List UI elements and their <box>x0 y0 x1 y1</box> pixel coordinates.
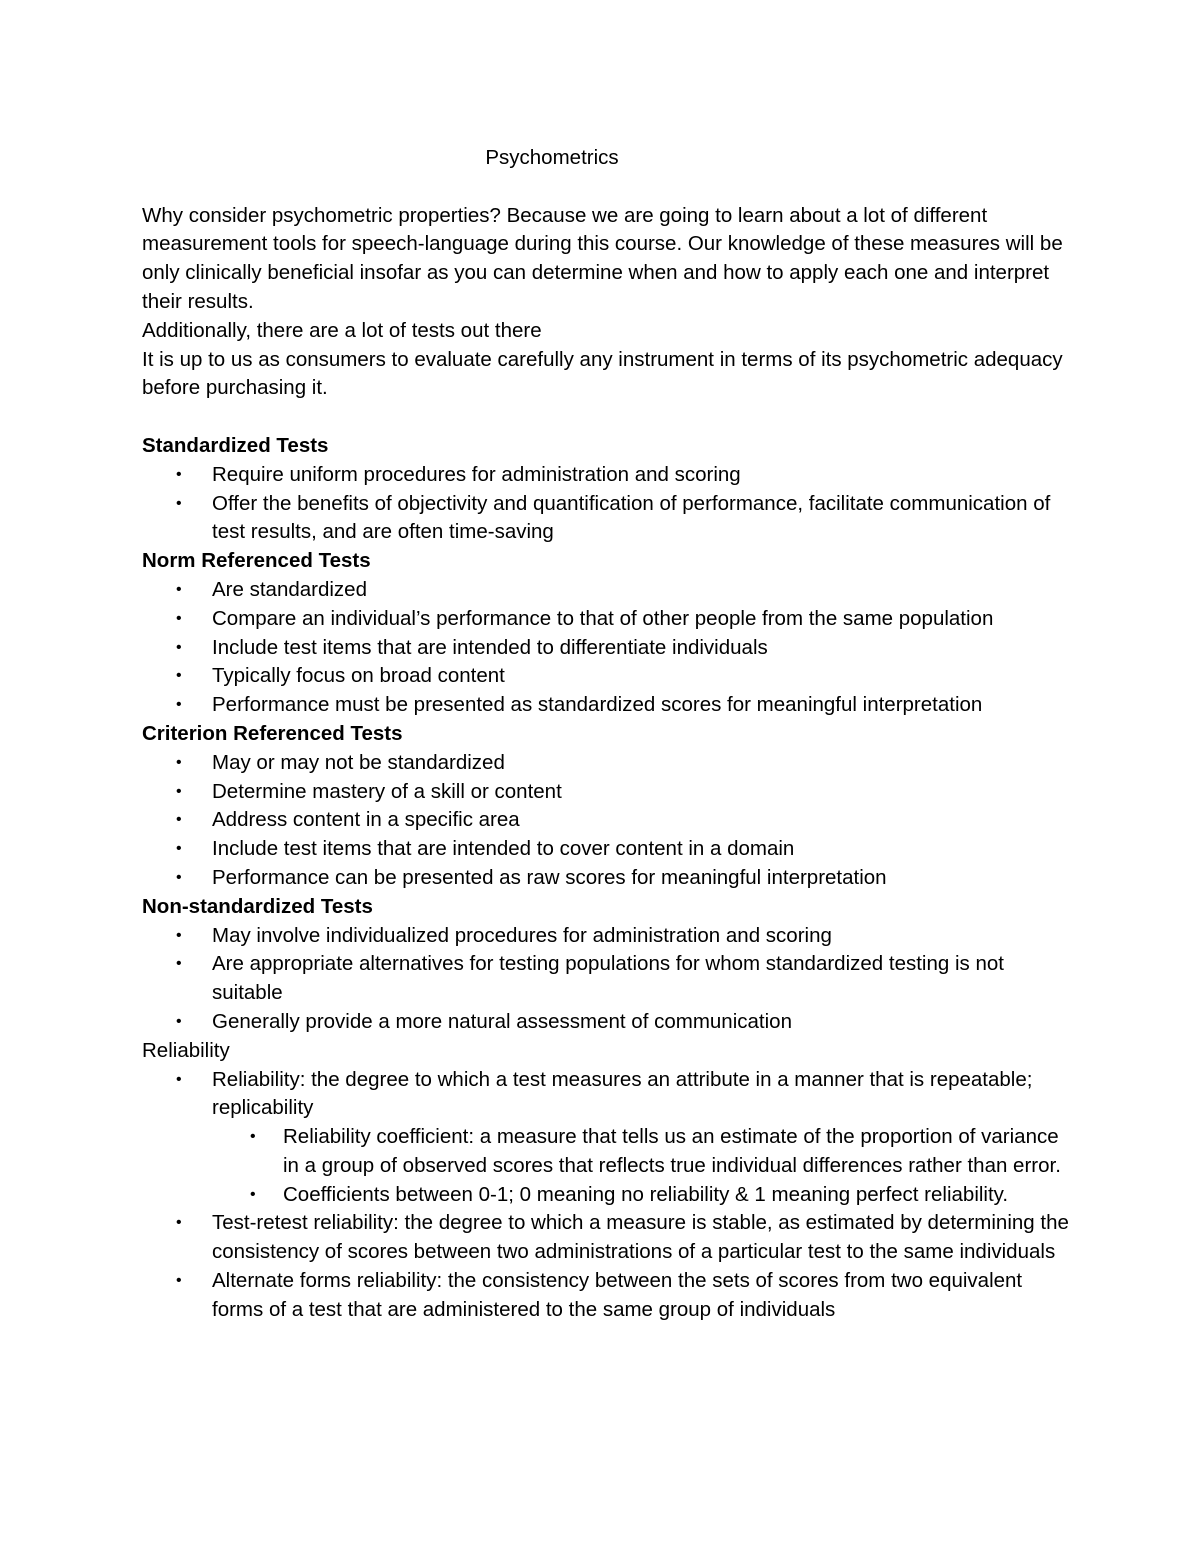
list-item: • Require uniform procedures for administration and scoring <box>142 461 1072 490</box>
list-item: • Are appropriate alternatives for testing populations for whom standardized testing is not suitable <box>142 950 1072 1008</box>
section-heading-norm-referenced-tests: Norm Referenced Tests <box>142 549 371 573</box>
standardized-tests-list <box>142 461 1072 547</box>
list-item: • Are standardized <box>142 576 1072 605</box>
non-standardized-tests-list <box>142 922 1072 1037</box>
list-item: • Performance can be presented as raw scores for meaningful interpretation <box>142 864 1072 893</box>
intro-line: It is up to us as consumers to evaluate carefully any instrument in terms of its psychometric adequacy before purchasing it. <box>142 347 1063 400</box>
list-item: • Address content in a specific area <box>142 806 1072 835</box>
spacer <box>142 403 1072 432</box>
intro-paragraph: Why consider psychometric properties? Because we are going to learn about a lot of different measurement tools for speech-language during this course. Our knowledge of these measures will be only clinically beneficial insofar as you can determine when and how to apply each one and interpret their results. <box>142 203 1063 313</box>
list-item: • Include test items that are intended to differentiate individuals <box>142 634 1072 663</box>
norm-referenced-tests-list <box>142 576 1072 720</box>
list-item-text: Reliability: the degree to which a test measures an attribute in a manner that is repeatable; replicability <box>212 1067 1033 1120</box>
list-item: • Performance must be presented as standardized scores for meaningful interpretation <box>142 691 1072 720</box>
document-page <box>142 144 1072 1325</box>
sub-list-item: • Reliability coefficient: a measure that tells us an estimate of the proportion of variance in a group of observed scores that reflects true individual differences rather than error. <box>212 1123 1072 1181</box>
list-item: • Offer the benefits of objectivity and quantification of performance, facilitate communication of test results, and are often time-saving <box>142 490 1072 548</box>
reliability-list <box>142 1066 1072 1325</box>
list-item: • Include test items that are intended to cover content in a domain <box>142 835 1072 864</box>
list-item: • Compare an individual’s performance to that of other people from the same population <box>142 605 1072 634</box>
intro-line: Additionally, there are a lot of tests out there <box>142 318 542 342</box>
criterion-referenced-tests-list <box>142 749 1072 893</box>
section-heading-non-standardized-tests: Non-standardized Tests <box>142 894 373 918</box>
list-item <box>142 1066 1072 1210</box>
list-item: • Generally provide a more natural assessment of communication <box>142 1008 1072 1037</box>
list-item: • May or may not be standardized <box>142 749 1072 778</box>
list-item: • Typically focus on broad content <box>142 662 1072 691</box>
reliability-sublist <box>212 1123 1072 1209</box>
list-item: • Determine mastery of a skill or content <box>142 778 1072 807</box>
section-heading-standardized-tests: Standardized Tests <box>142 433 329 457</box>
list-item: • Test-retest reliability: the degree to which a measure is stable, as estimated by determining the consistency of scores between two administrations of a particular test to the same individuals <box>142 1209 1072 1267</box>
document-title: Psychometrics <box>485 146 619 169</box>
section-heading-criterion-referenced-tests: Criterion Referenced Tests <box>142 721 403 745</box>
sub-list-item: • Coefficients between 0-1; 0 meaning no reliability & 1 meaning perfect reliability. <box>212 1181 1072 1210</box>
section-heading-reliability: Reliability <box>142 1038 230 1062</box>
list-item: • May involve individualized procedures for administration and scoring <box>142 922 1072 951</box>
list-item: • Alternate forms reliability: the consistency between the sets of scores from two equivalent forms of a test that are administered to the same group of individuals <box>142 1267 1072 1325</box>
